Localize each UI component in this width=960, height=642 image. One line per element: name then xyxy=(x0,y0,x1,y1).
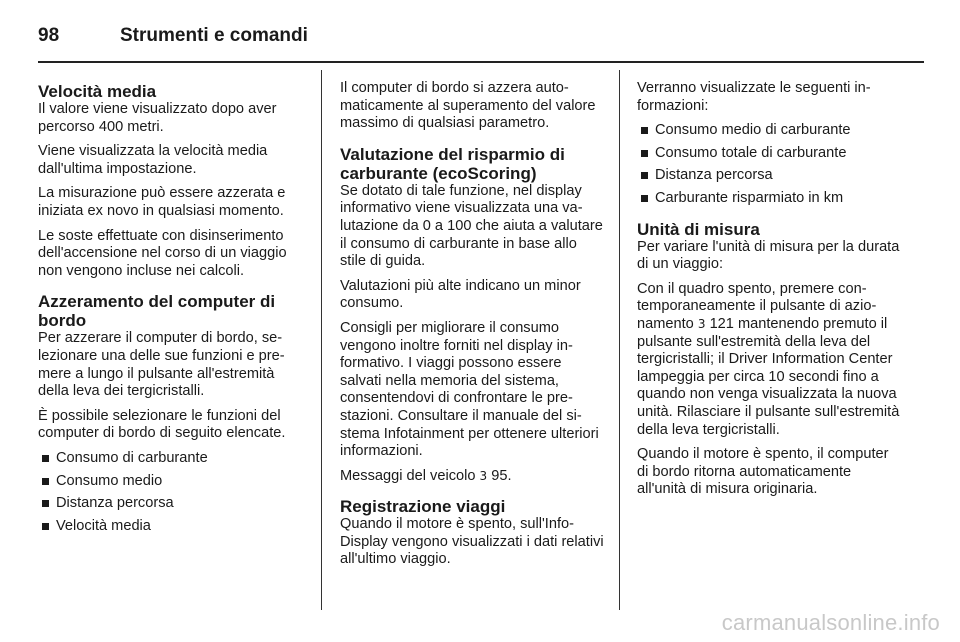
page-header xyxy=(38,16,924,56)
page-reference-arrow-icon: 3 xyxy=(697,316,706,331)
heading-ecoscoring: Valutazione del risparmio di carburante (ecoScoring) xyxy=(340,144,565,183)
paragraph-text: mantenendo premuto il pulsante sull'estremità della leva del tergicristalli; il Driver Information Center lampeggia per circa 10 secondi fino a quando non venga visualizzata la nuova unità. Rilasciare il pulsante sull'estremità della leva tergicristalli. xyxy=(637,315,900,438)
column-3 xyxy=(637,80,901,499)
paragraph: Quando il motore è spento, sull'Info-Display vengono visualizzati i dati relativi all'ultimo viaggio. xyxy=(340,516,604,568)
list-item: Consumo di carburante xyxy=(38,450,304,468)
list-item: Distanza percorsa xyxy=(637,167,901,185)
reference-page[interactable]: 121 xyxy=(709,315,734,332)
paragraph: È possibile selezionare le funzioni del computer di bordo di seguito elencate. xyxy=(38,407,286,442)
page-number: 98 xyxy=(38,25,60,46)
heading-unita-di-misura: Unità di misura xyxy=(637,219,760,239)
heading-velocita-media: Velocità media xyxy=(38,82,157,101)
info-list xyxy=(637,122,901,207)
heading-azzeramento: Azzeramento del computer di bordo xyxy=(38,292,276,331)
paragraph: Valutazioni più alte indicano un minor consumo. xyxy=(340,277,581,312)
paragraph: Le soste effettuate con disinserimento dell'accensione nel corso di un viaggio non vengono incluse nei calcoli. xyxy=(38,227,287,279)
paragraph: Il computer di bordo si azzera automaticamente al superamento del valore massimo di qualsiasi parametro. xyxy=(340,80,596,132)
list-item: Consumo totale di carburante xyxy=(637,145,901,163)
paragraph: Quando il motore è spento, il computer di bordo ritorna automaticamente all'unità di misura originaria. xyxy=(637,446,889,498)
paragraph: La misurazione può essere azzerata e iniziata ex novo in qualsiasi momento. xyxy=(38,185,286,219)
paragraph: Verranno visualizzate le seguenti informazioni: xyxy=(637,80,871,114)
page-reference-arrow-icon: 3 xyxy=(479,468,488,483)
paragraph-unit-change xyxy=(637,281,901,439)
paragraph: Per azzerare il computer di bordo, selezionare una delle sue funzioni e premere a lungo il pulsante all'estremità della leva dei tergicristalli. xyxy=(38,330,285,400)
paragraph: Il valore viene visualizzato dopo aver percorso 400 metri. xyxy=(38,101,277,135)
reference-page[interactable]: 95. xyxy=(491,467,512,484)
list-item: Velocità media xyxy=(38,518,304,536)
list-item: Consumo medio di carburante xyxy=(637,122,901,140)
paragraph-text: Con il quadro spento, premere contemporaneamente il pulsante di azionamento xyxy=(637,280,877,332)
column-2 xyxy=(340,80,604,569)
list-item: Carburante risparmiato in km xyxy=(637,190,901,208)
functions-list xyxy=(38,450,304,535)
paragraph: Viene visualizzata la velocità media dall'ultima impostazione. xyxy=(38,143,268,177)
watermark: carmanualsonline.info xyxy=(721,610,940,635)
header-rule xyxy=(38,61,924,63)
paragraph-vehicle-messages xyxy=(340,468,604,486)
column-1 xyxy=(38,80,304,541)
page-title: Strumenti e comandi xyxy=(120,25,308,46)
paragraph: Per variare l'unità di misura per la durata di un viaggio: xyxy=(637,238,900,273)
list-item: Distanza percorsa xyxy=(38,495,304,513)
column-divider-1 xyxy=(321,70,322,610)
heading-registrazione-viaggi: Registrazione viaggi xyxy=(340,497,506,517)
reference-text: Messaggi del veicolo xyxy=(340,467,476,484)
paragraph: Se dotato di tale funzione, nel display informativo viene visualizzata una valutazione da 0 a 100 che aiuta a valutare il consumo di carburante in base allo stile di guida. xyxy=(340,182,603,270)
list-item: Consumo medio xyxy=(38,473,304,491)
column-divider-2 xyxy=(619,70,620,610)
paragraph: Consigli per migliorare il consumo vengono inoltre forniti nel display informativo. I viaggi possono essere salvati nella memoria del sistema, consentendovi di confrontare le prestazioni. Consultare il manuale del sistema Infotainment per ottenere ulteriori informazioni. xyxy=(340,319,599,460)
